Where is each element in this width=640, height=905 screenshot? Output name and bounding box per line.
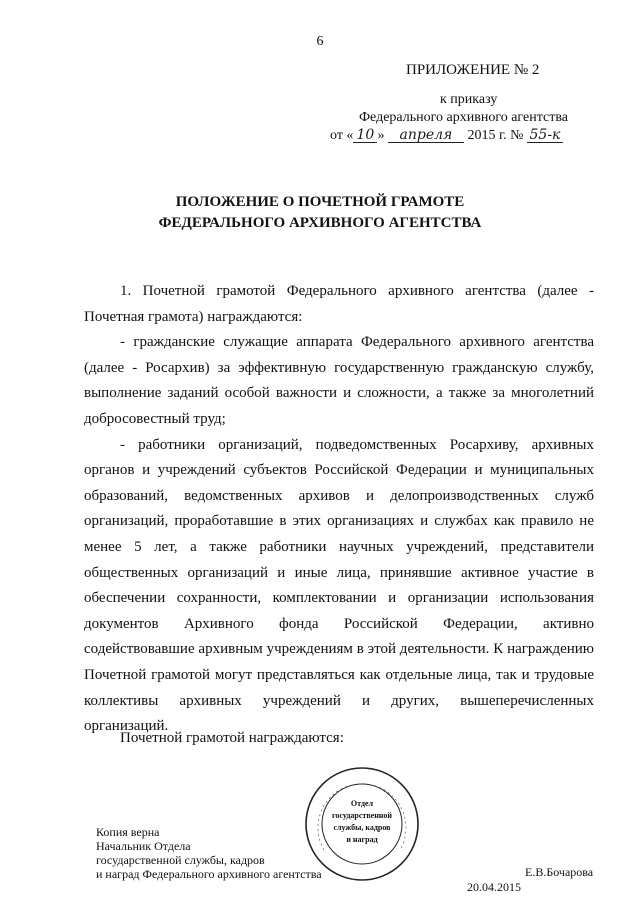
agency-line: Федерального архивного агентства — [359, 110, 568, 125]
document-title-line2: ФЕДЕРАЛЬНОГО АРХИВНОГО АГЕНТСТВА — [158, 215, 482, 231]
closing-text — [84, 726, 594, 752]
signer-name: Е.В.Бочарова — [525, 865, 594, 879]
document-body — [84, 279, 594, 740]
official-stamp — [302, 764, 422, 884]
page-number: 6 — [316, 34, 324, 49]
stamp-line4: и наград — [346, 835, 378, 844]
handwritten-day: 10 — [353, 128, 377, 143]
stamp-line1: Отдел — [350, 799, 374, 808]
signer-title-line3: и наград Федерального архивного агентства — [96, 867, 322, 881]
date-year: 2015 г. № — [467, 128, 524, 143]
stamp-line3: службы, кадров — [333, 823, 391, 832]
handwritten-month: апреля — [388, 128, 464, 143]
paragraph-1: 1. Почетной грамотой Федерального архивного агентства (далее - Почетная грамота) награждаются: — [84, 283, 594, 325]
paragraph-4: Почетной грамотой награждаются: — [120, 730, 344, 746]
date-mid: » — [377, 128, 385, 143]
copy-certified: Копия верна — [96, 825, 160, 839]
signer-title-line1: Начальник Отдела — [96, 839, 191, 853]
signer-title-line2: государственной службы, кадров — [96, 853, 265, 867]
handwritten-number: 55-к — [527, 128, 563, 143]
stamp-line2: государственной — [331, 811, 393, 820]
order-reference: к приказу — [440, 92, 498, 107]
certification-date: 20.04.2015 — [467, 880, 521, 894]
certification-block — [96, 825, 322, 881]
attachment-label: ПРИЛОЖЕНИЕ № 2 — [406, 62, 540, 78]
document-title-line1: ПОЛОЖЕНИЕ О ПОЧЕТНОЙ ГРАМОТЕ — [175, 194, 465, 210]
date-prefix: от « — [330, 128, 354, 143]
paragraph-2: - гражданские служащие аппарата Федерального архивного агентства (далее - Росархив) за эффективную государственную гражданскую службу, выполнение заданий особой важности и сложности, а также за многолетний добросовестный труд; — [84, 334, 594, 427]
order-date-line — [330, 128, 563, 144]
paragraph-3: - работники организаций, подведомственных Росархиву, архивных органов и учреждений субъектов Российской Федерации и муниципальных образований, ведомственных архивов и делопроизводственных служб организаций, проработавшие в этих организациях и службах как правило не менее 5 лет, а также работники научных учреждений, представители общественных организаций и иные лица, принявшие активное участие в обеспечении сохранности, комплектовании и организации использования документов Архивного фонда Российской Федерации, активно содействовавшие архивным учреждениям в этой деятельности. К награждению Почетной грамотой могут представляться как отдельные лица, так и трудовые коллективы архивных учреждений и других, вышеперечисленных организаций. — [84, 436, 594, 735]
